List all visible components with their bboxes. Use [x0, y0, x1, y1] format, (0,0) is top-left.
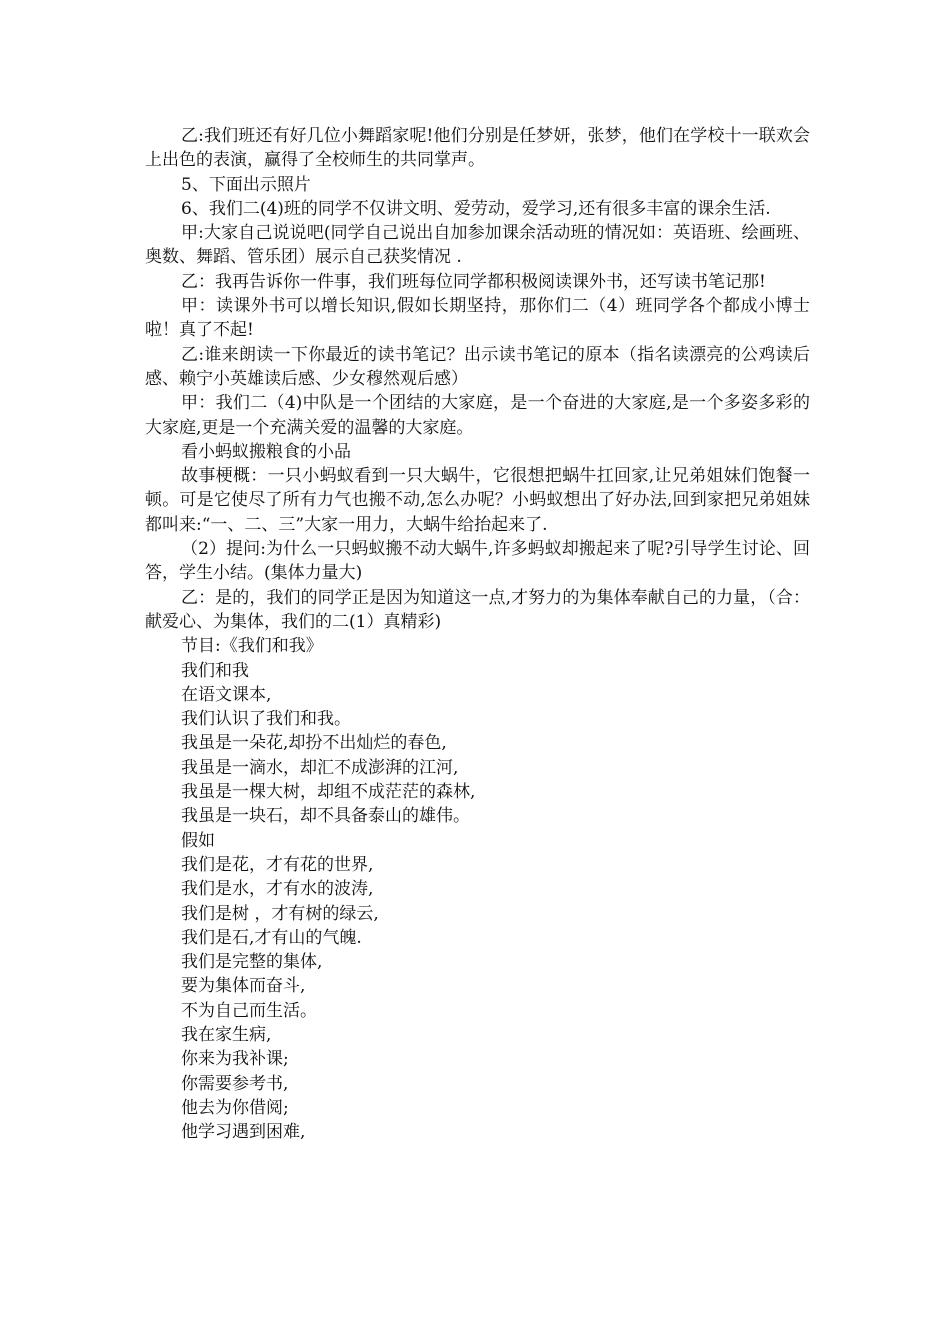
- paragraph: 甲：读课外书可以增长知识,假如长期坚持，那你们二（4）班同学各个都成小博士啦！真了不起!: [145, 296, 810, 341]
- paragraph: 看小蚂蚁搬粮食的小品: [181, 441, 351, 462]
- paragraph: 甲:大家自己说说吧(同学自己说出自加参加课余活动班的情况如：英语班、绘画班、奥数、舞蹈、管乐团）展示自己获奖情况 .: [145, 223, 810, 268]
- poem-line: 在语文课本,: [181, 684, 272, 705]
- paragraph: 6、我们二(4)班的同学不仅讲文明、爱劳动，爱学习,还有很多丰富的课余生活.: [181, 198, 771, 219]
- poem-line: 他学习遇到困难,: [181, 1122, 306, 1143]
- poem-line: 我虽是一棵大树，却组不成茫茫的森林,: [181, 782, 476, 803]
- paragraph: 乙：我再告诉你一件事，我们班每位同学都积极阅读课外书，还写读书笔记那!: [181, 271, 766, 292]
- poem-line: 我们是完整的集体,: [181, 952, 323, 973]
- poem-line: 我们是水，才有水的波涛,: [181, 879, 374, 900]
- poem-line: 你来为我补课;: [181, 1049, 289, 1070]
- paragraph: 5、下面出示照片: [181, 174, 311, 195]
- poem-line: 我们是花，才有花的世界,: [181, 854, 374, 875]
- poem-line: 我虽是一滴水，却汇不成澎湃的江河,: [181, 757, 459, 778]
- poem-line: 我在家生病,: [181, 1024, 272, 1045]
- poem-line: 我虽是一块石，却不具备泰山的雄伟。: [181, 806, 470, 827]
- poem-line: 假如: [181, 830, 215, 851]
- paragraph: 节目:《我们和我》: [181, 636, 323, 657]
- poem-line: 我们是树 ，才有树的绿云,: [181, 903, 379, 924]
- poem-line: 我虽是一朵花,却扮不出灿烂的春色,: [181, 733, 447, 754]
- document-body: [145, 124, 810, 1144]
- poem-line: 我们是石,才有山的气魄.: [181, 927, 362, 948]
- poem-line: 要为集体而奋斗,: [181, 976, 306, 997]
- paragraph: （2）提问:为什么一只蚂蚁搬不动大蜗牛,许多蚂蚁却搬起来了呢?引导学生讨论、回答，学生小结。(集体力量大): [145, 539, 810, 584]
- poem-line: 不为自己而生活。: [181, 1000, 317, 1021]
- paragraph: 故事梗概：一只小蚂蚁看到一只大蜗牛，它很想把蜗牛扛回家,让兄弟姐妹们饱餐一顿。可是它使尽了所有力气也搬不动,怎么办呢？小蚂蚁想出了好办法,回到家把兄弟姐妹都叫来:“一、二、三”大家一用力，大蜗牛给抬起来了.: [145, 466, 810, 535]
- paragraph: 乙：是的，我们的同学正是因为知道这一点,才努力的为集体奉献自己的力量，（合：献爱心、为集体，我们的二(1）真精彩): [145, 587, 810, 632]
- paragraph: 乙:谁来朗读一下你最近的读书笔记？出示读书笔记的原本（指名读漂亮的公鸡读后感、赖宁小英雄读后感、少女穆然观后感）: [145, 344, 810, 389]
- poem-line: 你需要参考书,: [181, 1073, 289, 1094]
- paragraph: 甲：我们二（4)中队是一个团结的大家庭，是一个奋进的大家庭,是一个多姿多彩的大家庭,更是一个充满关爱的温馨的大家庭。: [145, 393, 810, 438]
- poem-line: 我们和我: [181, 660, 249, 681]
- poem-line: 他去为你借阅;: [181, 1097, 289, 1118]
- poem-line: 我们认识了我们和我。: [181, 709, 351, 730]
- paragraph: 乙:我们班还有好几位小舞蹈家呢!他们分别是任梦妍，张梦，他们在学校十一联欢会上出色的表演，赢得了全校师生的共同掌声。: [145, 126, 810, 171]
